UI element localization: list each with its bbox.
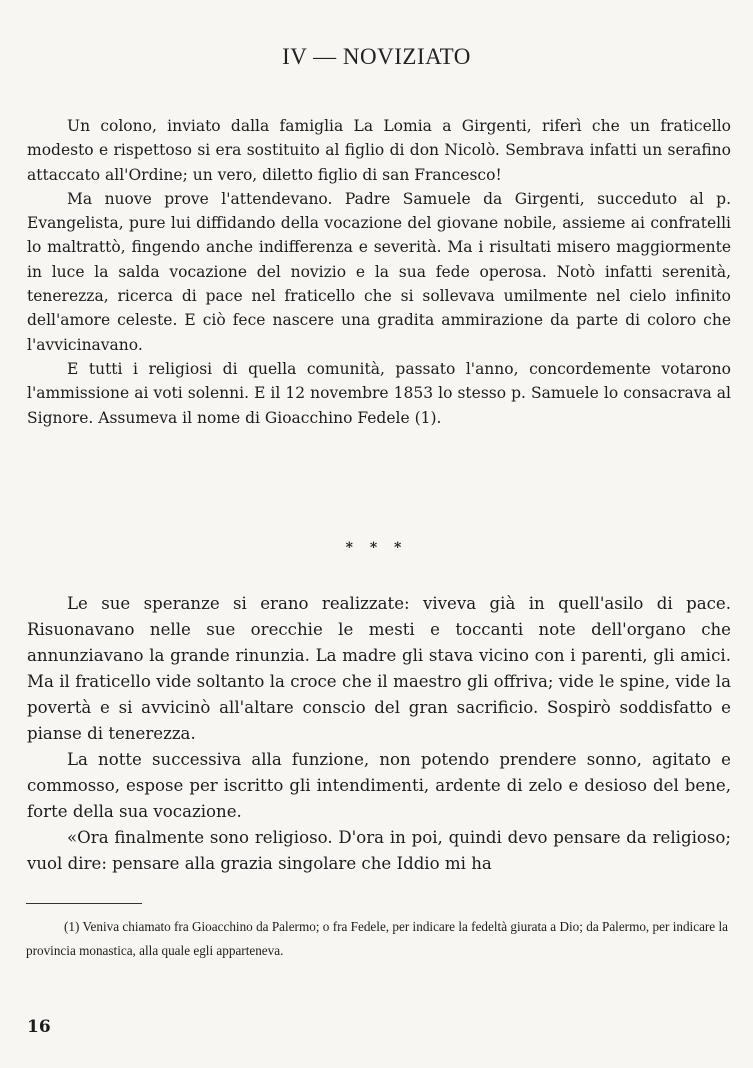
section-1-text	[27, 114, 731, 430]
footnote: (1) Veniva chiamato fra Gioacchino da Palermo; o fra Fedele, per indicare la fedeltà giurata a Dio; da Palermo, per indicare la provincia monastica, alla quale egli apparteneva.	[26, 919, 728, 958]
paragraph: La notte successiva alla funzione, non potendo prendere sonno, agitato e commosso, espose per iscritto gli intendimenti, ardente di zelo e desioso del bene, forte della sua vocazione.	[27, 750, 731, 821]
paragraph: Le sue speranze si erano realizzate: viveva già in quell'asilo di pace. Risuonavano nelle sue orecchie le mesti e toccanti note dell'organo che annunziavano la grande rinunzia. La madre gli stava vicino con i parenti, gli amici. Ma il fraticello vide soltanto la croce che il maestro gli offriva; vide le spine, vide la povertà e si avvicinò all'altare conscio del gran sacrificio. Sospirò soddisfatto e pianse di tenerezza.	[27, 594, 731, 743]
section-separator: * * *	[345, 540, 408, 556]
paragraph: Ma nuove prove l'attendevano. Padre Samuele da Girgenti, succeduto al p. Evangelista, pure lui diffidando della vocazione del giovane nobile, assieme ai confratelli lo maltrattò, fingendo anche indifferenza e severità. Ma i risultati misero maggiormente in luce la salda vocazione del novizio e la sua fede operosa. Notò infatti serenità, tenerezza, ricerca di pace nel fraticello che si sollevava umilmente nel cielo infinito dell'amore celeste. E ciò fece nascere una gradita ammirazione da parte di coloro che l'avvicinavano.	[27, 189, 731, 354]
paragraph: E tutti i religiosi di quella comunità, passato l'anno, concordemente votarono l'ammissione ai voti solenni. E il 12 novembre 1853 lo stesso p. Samuele lo consacrava al Signore. Assumeva il nome di Gioacchino Fedele (1).	[27, 359, 731, 427]
footnote-divider	[26, 903, 142, 904]
page-number: 16	[27, 1017, 51, 1037]
paragraph: Un colono, inviato dalla famiglia La Lomia a Girgenti, riferì che un fraticello modesto e rispettoso si era sostituito al figlio di don Nicolò. Sembrava infatti un serafino attaccato all'Ordine; un vero, diletto figlio di san Francesco!	[27, 117, 731, 184]
chapter-title: IV — NOVIZIATO	[282, 44, 471, 69]
section-2-text	[27, 591, 731, 877]
paragraph: «Ora finalmente sono religioso. D'ora in poi, quindi devo pensare da religioso; vuol dire: pensare alla grazia singolare che Iddio mi ha	[27, 828, 731, 873]
